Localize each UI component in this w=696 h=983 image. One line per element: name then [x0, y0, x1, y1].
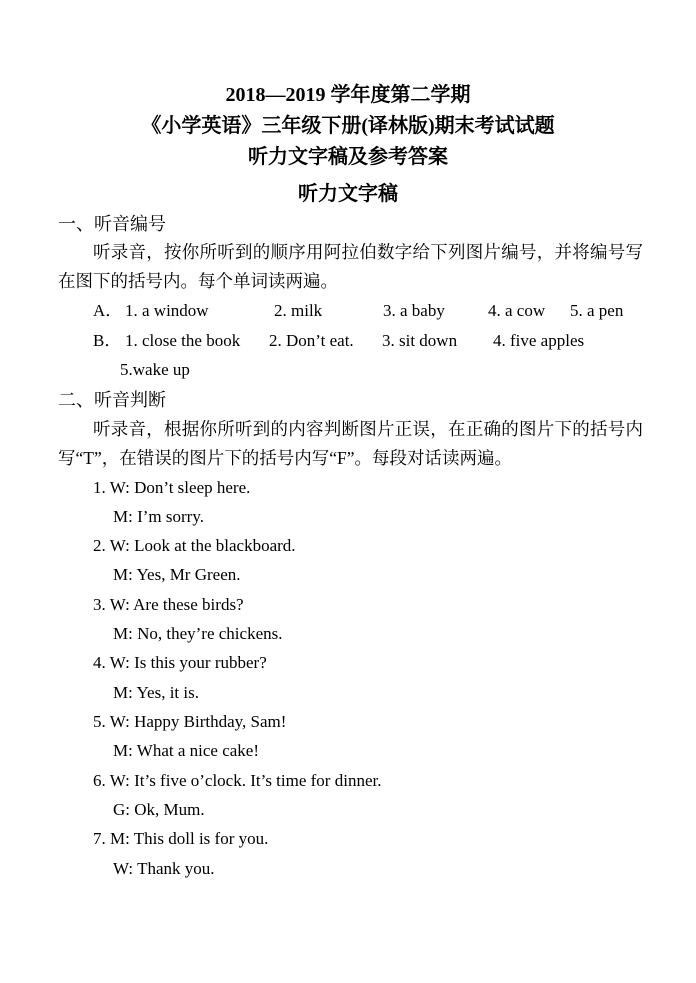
row-a-item-4: 4. a cow — [488, 301, 546, 320]
title-semester: 2018—2019 学年度第二学期 — [225, 84, 471, 106]
title-transcript: 听力文字稿 — [298, 183, 398, 205]
dialogue-3-line-2: M: No, they’re chickens. — [113, 624, 283, 643]
row-a-label: A． — [93, 301, 123, 320]
dialogue-4-line-2: M: Yes, it is. — [113, 683, 199, 702]
row-a-item-3: 3. a baby — [383, 301, 445, 320]
row-b-label: B． — [93, 331, 122, 350]
dialogue-4-line-1: 4. W: Is this your rubber? — [93, 653, 267, 672]
row-a-item-5: 5. a pen — [570, 301, 624, 320]
row-b-item-5: 5.wake up — [120, 360, 190, 379]
row-b-item-2: 2. Don’t eat. — [269, 331, 354, 350]
dialogue-7-line-2: W: Thank you. — [113, 859, 215, 878]
dialogue-6-line-1: 6. W: It’s five o’clock. It’s time for dinner. — [93, 771, 382, 790]
dialogue-5-line-1: 5. W: Happy Birthday, Sam! — [93, 712, 287, 731]
title-subtitle: 听力文字稿及参考答案 — [248, 146, 448, 168]
row-b-item-3: 3. sit down — [382, 331, 458, 350]
dialogue-1-line-2: M: I’m sorry. — [113, 507, 204, 526]
dialogue-2-line-1: 2. W: Look at the blackboard. — [93, 536, 296, 555]
section2-heading: 二、听音判断 — [58, 390, 166, 410]
dialogue-1-line-1: 1. W: Don’t sleep here. — [93, 478, 251, 497]
section1-heading: 一、听音编号 — [58, 214, 166, 234]
section1-instruction: 听录音，按你所听到的顺序用阿拉伯数字给下列图片编号，并将编号写在图下的括号内。每个单词读两遍。 — [58, 242, 643, 291]
dialogue-2-line-2: M: Yes, Mr Green. — [113, 565, 241, 584]
dialogue-7-line-1: 7. M: This doll is for you. — [93, 829, 269, 848]
dialogue-3-line-1: 3. W: Are these birds? — [93, 595, 244, 614]
dialogue-6-line-2: G: Ok, Mum. — [113, 800, 205, 819]
row-b-item-4: 4. five apples — [493, 331, 585, 350]
row-b-item-1: 1. close the book — [125, 331, 241, 350]
row-a — [93, 298, 122, 324]
row-a-item-2: 2. milk — [274, 301, 323, 320]
dialogue-5-line-2: M: What a nice cake! — [113, 741, 260, 760]
title-exam: 《小学英语》三年级下册(译林版)期末考试试题 — [141, 115, 555, 137]
row-a-item-1: 1. a window — [125, 301, 209, 320]
section2-instruction: 听录音，根据你所听到的内容判断图片正误，在正确的图片下的括号内写“T”，在错误的图片下的括号内写“F”。每段对话读两遍。 — [58, 419, 643, 468]
